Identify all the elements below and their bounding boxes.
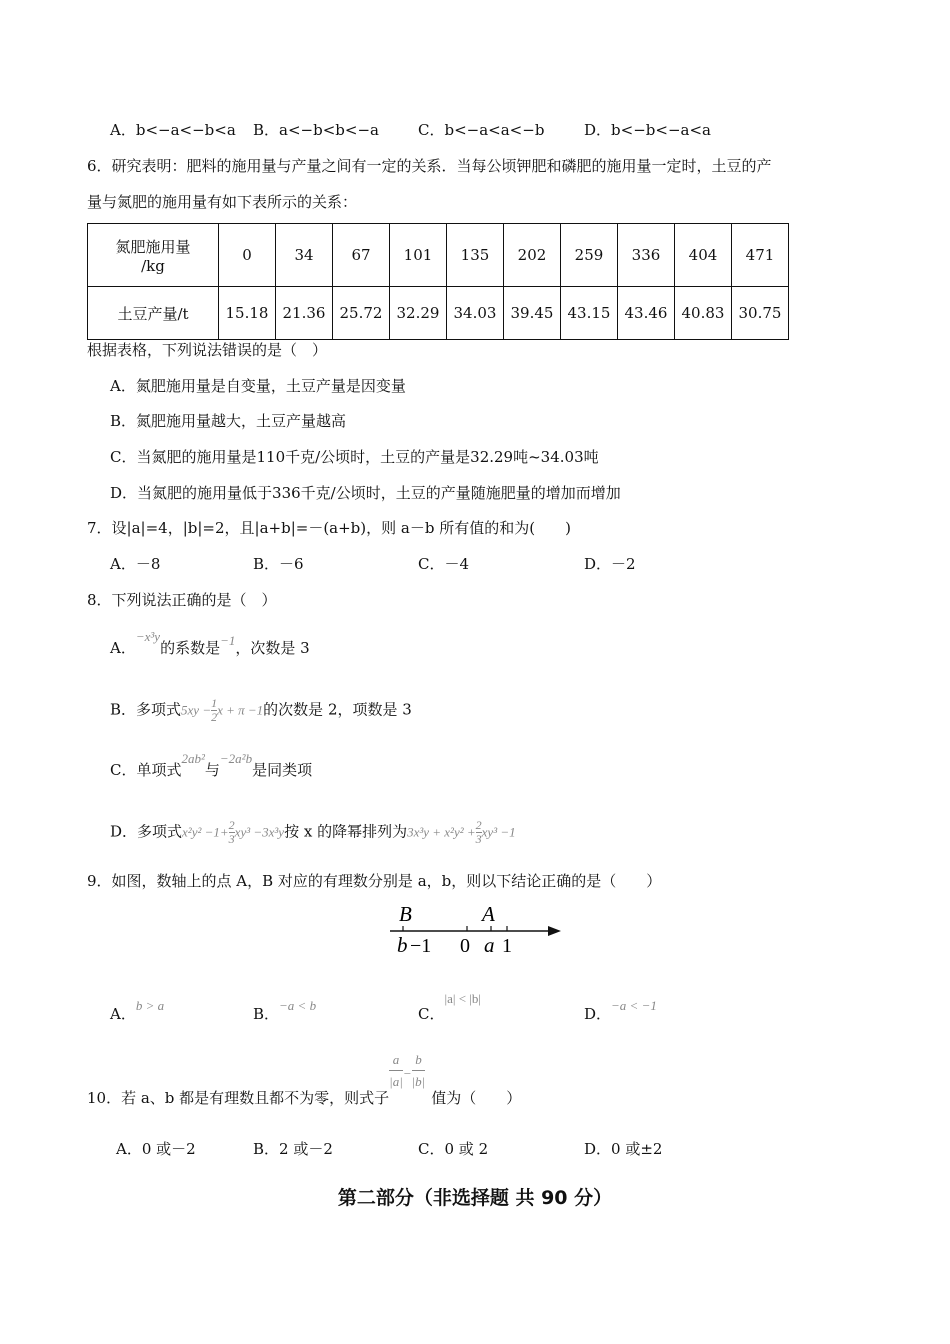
q6-option-d: D．当氮肥的施用量低于336千克/公顷时，土豆的产量随施肥量的增加而增加 bbox=[110, 484, 621, 502]
table-cell: 259 bbox=[561, 224, 618, 287]
fertilizer-table bbox=[87, 223, 789, 340]
q8-option-b: B．多项式5xy − $\frac{1}{2}$ x + π −1的次数是 2，项数是 3 bbox=[110, 696, 412, 724]
q6-stem-line2: 量与氮肥的施用量有如下表所示的关系： bbox=[87, 193, 358, 211]
table-cell: 43.46 bbox=[618, 287, 675, 340]
q6-stem-line1: 6．研究表明：肥料的施用量与产量之间有一定的关系．当每公顷钾肥和磷肥的施用量一定时，土豆的产 bbox=[87, 157, 772, 175]
q6-option-a: A．氮肥施用量是自变量，土豆产量是因变量 bbox=[110, 377, 406, 395]
q8-option-a: A．−x³y的系数是−1，次数是 3 bbox=[110, 629, 310, 657]
label-minus-one: −1 bbox=[410, 935, 432, 957]
label-point-a-upper: A bbox=[482, 902, 495, 926]
label-zero: 0 bbox=[460, 935, 470, 957]
table-cell: 67 bbox=[333, 224, 390, 287]
table-cell: 34 bbox=[276, 224, 333, 287]
table-cell: 21.36 bbox=[276, 287, 333, 340]
table-cell: 30.75 bbox=[732, 287, 789, 340]
q8-option-c: C．单项式2ab²与−2a²b是同类项 bbox=[110, 751, 313, 779]
table-header-nitrogen: 氮肥施用量 /kg bbox=[88, 224, 219, 287]
table-row bbox=[88, 287, 789, 340]
number-line-figure bbox=[385, 900, 565, 960]
q9-stem: 9．如图，数轴上的点 A，B 对应的有理数分别是 a，b，则以下结论正确的是（ ） bbox=[87, 872, 662, 890]
q10-option-d: D．0 或±2 bbox=[584, 1140, 663, 1158]
q5-option-c: C．b<−a<a<−b bbox=[418, 121, 545, 139]
table-cell: 471 bbox=[732, 224, 789, 287]
q5-option-d: D．b<−b<−a<a bbox=[584, 121, 711, 139]
q7-stem: 7．设|a|=4，|b|=2，且|a+b|=－(a+b)，则 a－b 所有值的和为( ) bbox=[87, 519, 571, 537]
q10-stem: 10．若 a、b 都是有理数且都不为零，则式子 $\frac{a}{|a|}$ − $\frac{b}{|b|}$ 值为（ ） bbox=[87, 1052, 522, 1107]
table-cell: 15.18 bbox=[219, 287, 276, 340]
q5-option-b: B．a<−b<b<−a bbox=[253, 121, 379, 139]
q10-option-c: C．0 或 2 bbox=[418, 1140, 489, 1158]
label-point-b-upper: B bbox=[399, 902, 412, 926]
table-cell: 404 bbox=[675, 224, 732, 287]
q7-option-a: A．－8 bbox=[110, 555, 161, 573]
q9-option-a: A．b > a bbox=[110, 998, 165, 1023]
q10-option-b: B．2 或－2 bbox=[253, 1140, 333, 1158]
q6-option-c: C．当氮肥的施用量是110千克/公顷时，土豆的产量是32.29吨~34.03吨 bbox=[110, 448, 599, 466]
table-cell: 40.83 bbox=[675, 287, 732, 340]
arrow-head-icon bbox=[548, 926, 561, 936]
q7-option-c: C．－4 bbox=[418, 555, 470, 573]
q7-option-d: D．－2 bbox=[584, 555, 636, 573]
q9-option-c: C．|a| < |b| bbox=[418, 991, 481, 1023]
q6-option-b: B．氮肥施用量越大，土豆产量越高 bbox=[110, 412, 347, 430]
table-cell: 34.03 bbox=[447, 287, 504, 340]
table-cell: 101 bbox=[390, 224, 447, 287]
q9-option-b: B．−a < b bbox=[253, 998, 317, 1023]
label-b: b bbox=[397, 933, 408, 957]
table-row bbox=[88, 224, 789, 287]
section-title: 第二部分（非选择题 共 90 分） bbox=[337, 1187, 613, 1209]
q10-option-a: A．0 或－2 bbox=[116, 1140, 196, 1158]
label-one: 1 bbox=[502, 935, 512, 957]
q9-option-d: D．−a < −1 bbox=[584, 998, 657, 1023]
q8-option-d: D．多项式x²y² −1+ $\frac{2}{3}$ xy³ −3x³y按 x 的降幂排列为3x³y + x²y² + $\frac{2}{3}$ xy³ −1 bbox=[110, 818, 516, 846]
table-cell: 39.45 bbox=[504, 287, 561, 340]
table-cell: 25.72 bbox=[333, 287, 390, 340]
table-cell: 43.15 bbox=[561, 287, 618, 340]
q8-stem: 8．下列说法正确的是（ ） bbox=[87, 591, 277, 609]
table-cell: 32.29 bbox=[390, 287, 447, 340]
q7-option-b: B．－6 bbox=[253, 555, 304, 573]
table-cell: 202 bbox=[504, 224, 561, 287]
label-a: a bbox=[484, 933, 495, 957]
q6-question: 根据表格，下列说法错误的是（ ） bbox=[87, 341, 328, 359]
q5-option-a: A．b<−a<−b<a bbox=[110, 121, 236, 139]
table-cell: 0 bbox=[219, 224, 276, 287]
table-cell: 135 bbox=[447, 224, 504, 287]
table-cell: 336 bbox=[618, 224, 675, 287]
q8-a-expr: −x³y bbox=[135, 629, 161, 644]
table-header-yield: 土豆产量/t bbox=[88, 287, 219, 340]
